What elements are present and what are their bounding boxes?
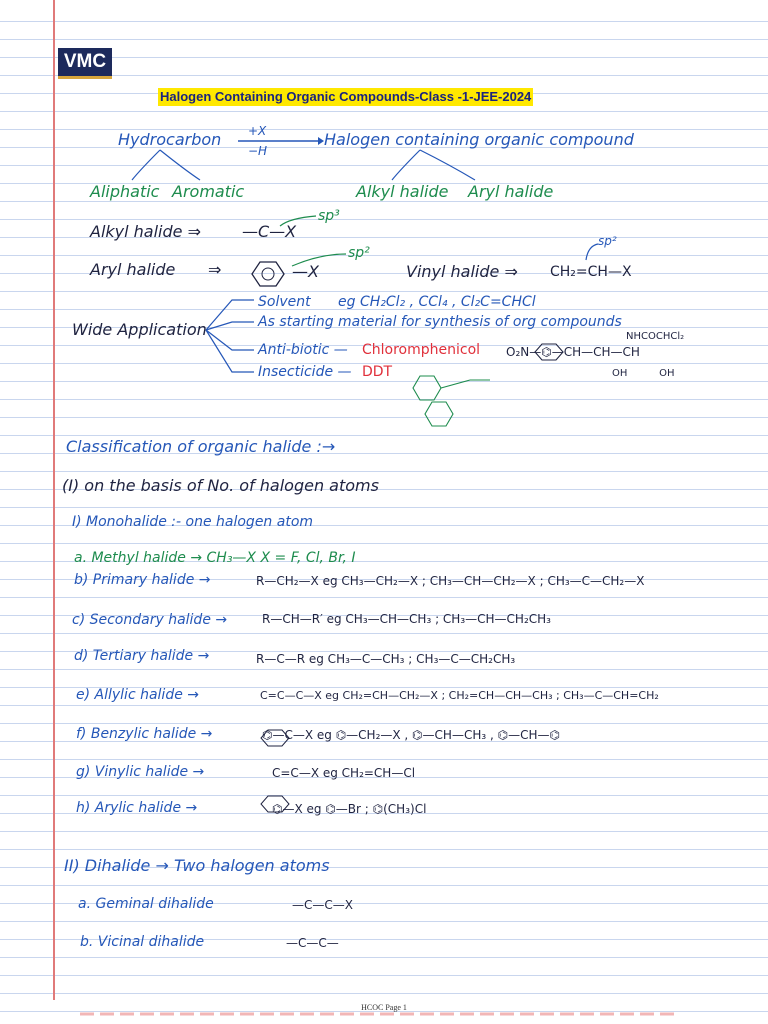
reagent-top: +X <box>248 124 267 138</box>
aryl-def-arrow: ⇒ <box>208 260 222 279</box>
chloro-substituent: NHCOCHCl₂ <box>626 331 685 342</box>
aryl-def-label: Aryl halide <box>90 260 176 279</box>
primary-formula: R—CH₂—X eg CH₃—CH₂—X ; CH₃—CH—CH₂—X ; CH₃—C—CH₂—X <box>256 574 645 588</box>
benzylic-halide: f) Benzylic halide → <box>76 726 213 742</box>
vmc-logo: VMC <box>58 48 112 79</box>
app-insecticide-name: DDT <box>362 364 393 380</box>
benzylic-formula: ⌬—C—X eg ⌬—CH₂—X , ⌬—CH—CH₃ , ⌬—CH—⌬ <box>262 728 560 742</box>
geminal-dihalide: a. Geminal dihalide <box>78 896 214 912</box>
aliphatic-text: Aliphatic <box>90 182 160 201</box>
vicinal-dihalide: b. Vicinal dihalide <box>80 934 205 950</box>
reagent-bottom: −H <box>248 144 268 158</box>
applications-label: Wide Application <box>72 320 207 339</box>
vinylic-formula: C=C—X eg CH₂=CH—Cl <box>272 766 416 780</box>
app-solvent-eg: eg CH₂Cl₂ , CCl₄ , Cl₂C=CHCl <box>338 294 536 310</box>
allylic-formula: C=C—C—X eg CH₂=CH—CH₂—X ; CH₂=CH—CH—CH₃ ; CH₃—C—CH=CH₂ <box>260 689 659 702</box>
app-solvent: Solvent <box>258 294 311 310</box>
basis-text: (I) on the basis of No. of halogen atoms <box>62 476 379 495</box>
vinyl-def-label: Vinyl halide ⇒ <box>406 262 518 281</box>
aryl-def-x: —X <box>292 262 319 281</box>
app-insecticide: Insecticide — <box>258 364 352 380</box>
page-footer: HCOC Page 1 <box>361 1003 407 1012</box>
monohalide-text: I) Monohalide :- one halogen atom <box>72 514 314 530</box>
chloro-oh: OH OH <box>612 368 675 379</box>
alkyl-def-label: Alkyl halide ⇒ <box>90 222 201 241</box>
page-title: Halogen Containing Organic Compounds-Class -1-JEE-2024 <box>160 89 532 104</box>
sp2-label: sp² <box>348 245 370 261</box>
vinyl-sp2-label: sp² <box>598 234 617 248</box>
sp3-label: sp³ <box>318 208 340 224</box>
secondary-halide: c) Secondary halide → <box>72 612 228 628</box>
vicinal-formula: —C—C— <box>286 936 339 950</box>
vinylic-halide: g) Vinylic halide → <box>76 764 205 780</box>
geminal-formula: —C—C—X <box>292 898 353 912</box>
dihalide-text: II) Dihalide → Two halogen atoms <box>64 856 330 875</box>
alkyl-def-formula: —C—X <box>242 222 297 241</box>
secondary-formula: R—CH—R′ eg CH₃—CH—CH₃ ; CH₃—CH—CH₂CH₃ <box>262 612 551 626</box>
aromatic-text: Aromatic <box>172 182 245 201</box>
chloro-structure: O₂N—⌬—CH—CH—CH <box>506 345 640 359</box>
arylic-formula: ⌬—X eg ⌬—Br ; ⌬(CH₃)Cl <box>272 802 427 816</box>
methyl-halide: a. Methyl halide → CH₃—X X = F, Cl, Br, I <box>74 550 356 566</box>
tertiary-halide: d) Tertiary halide → <box>74 648 210 664</box>
tertiary-formula: R—C—R eg CH₃—C—CH₃ ; CH₃—C—CH₂CH₃ <box>256 652 516 666</box>
primary-halide: b) Primary halide → <box>74 572 211 588</box>
aryl-halide-text: Aryl halide <box>468 182 554 201</box>
app-antibiotic: Anti-biotic — <box>258 342 348 358</box>
app-starting: As starting material for synthesis of org compounds <box>258 314 622 330</box>
allylic-halide: e) Allylic halide → <box>76 687 200 703</box>
arylic-halide: h) Arylic halide → <box>76 800 198 816</box>
classification-heading: Classification of organic halide :→ <box>66 437 336 456</box>
alkyl-halide-text: Alkyl halide <box>356 182 449 201</box>
vinyl-def-formula: CH₂=CH—X <box>550 264 632 280</box>
hydrocarbon-text: Hydrocarbon <box>118 130 222 149</box>
app-antibiotic-name: Chloromphenicol <box>362 342 481 358</box>
product-text: Halogen containing organic compound <box>324 130 634 149</box>
